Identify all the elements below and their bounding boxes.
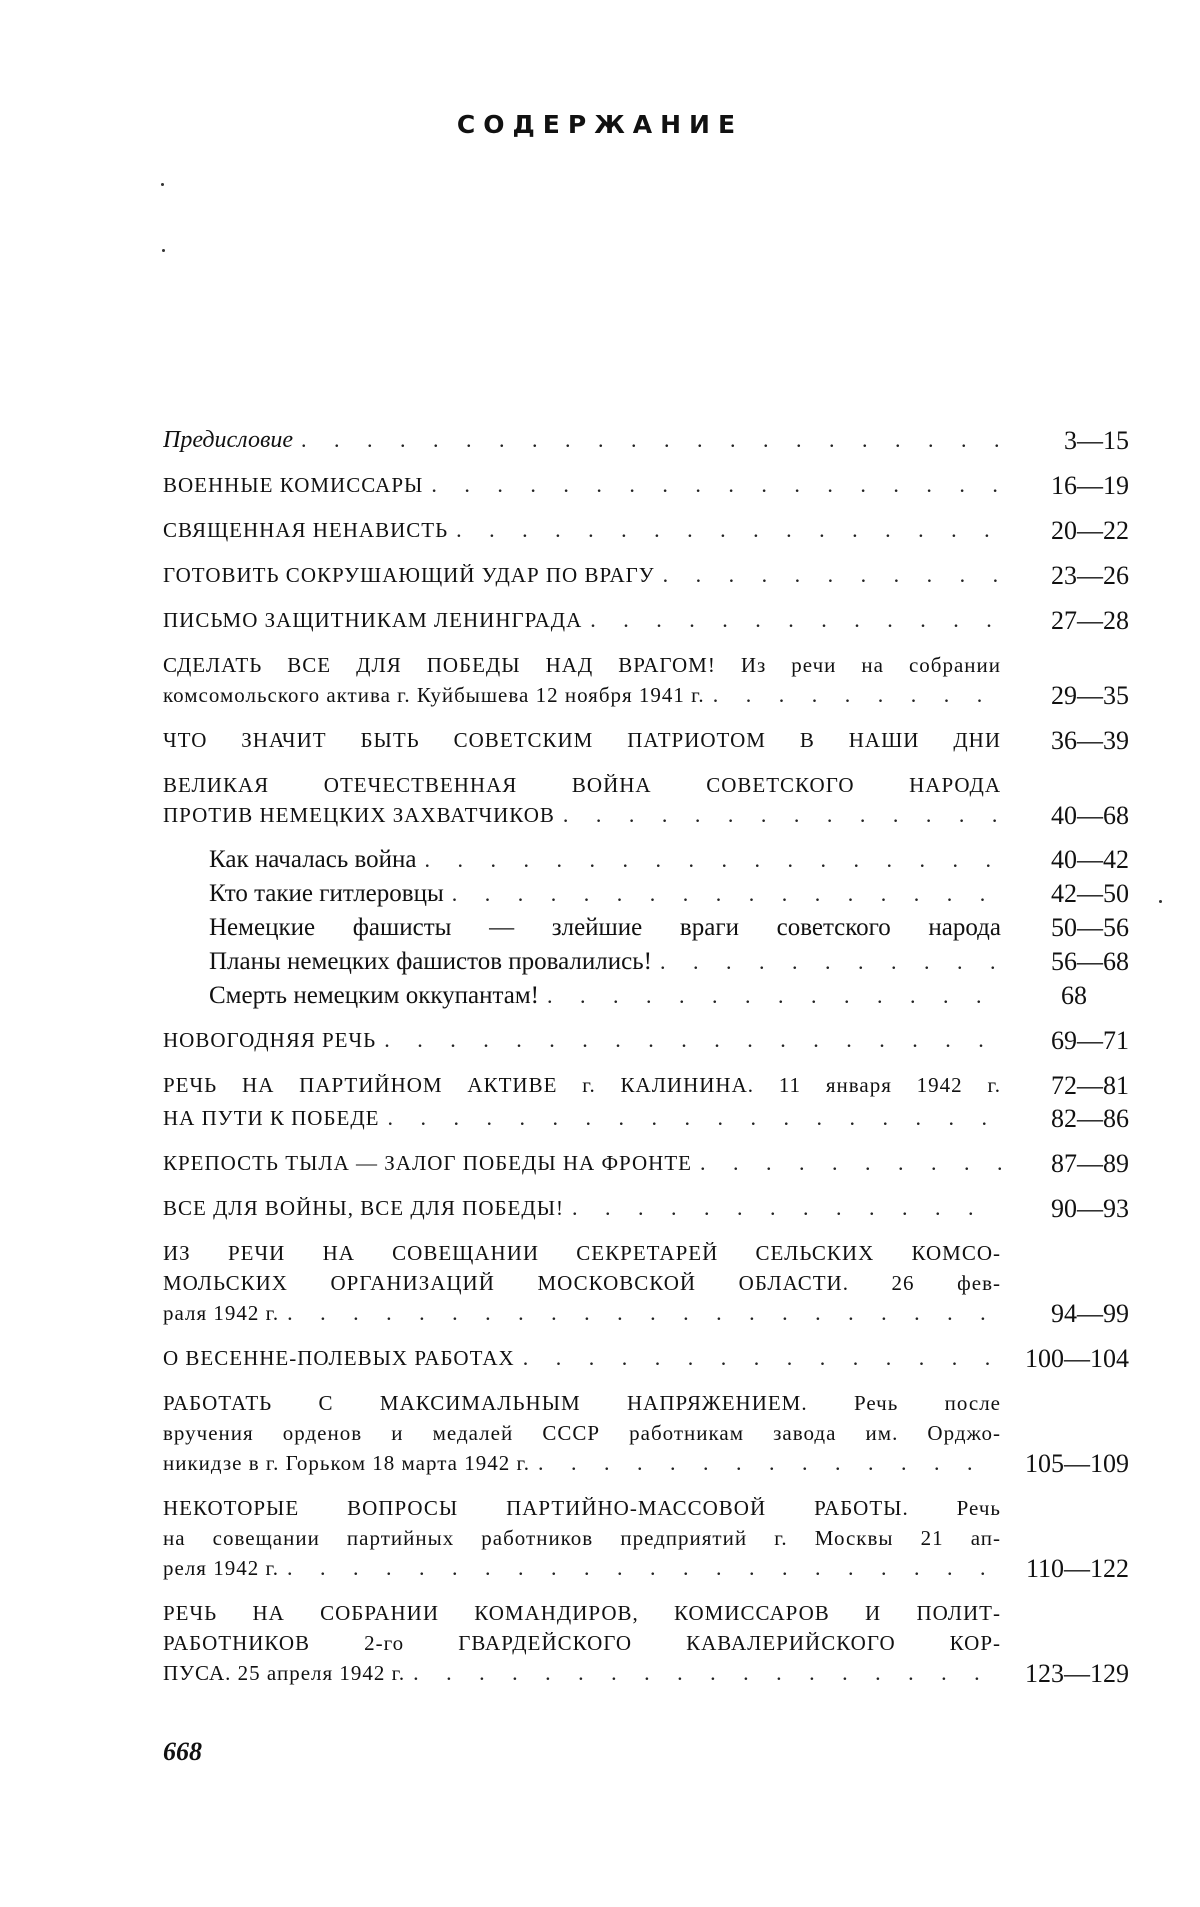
toc-entry-title <box>209 913 1001 942</box>
toc-entry[interactable] <box>163 470 1129 500</box>
toc-page-range: 50—56 <box>1051 913 1129 942</box>
toc-entry-line <box>163 1268 1001 1298</box>
toc-entry-text: РАБОТНИКОВ 2-го ГВАРДЕЙСКОГО КАВАЛЕРИЙСКОГО КОР- <box>163 1631 1001 1655</box>
toc-page-range: 90—93 <box>1051 1194 1129 1223</box>
leader-dots <box>582 605 1001 634</box>
toc-entry-text: СДЕЛАТЬ ВСЕ ДЛЯ ПОБЕДЫ НАД ВРАГОМ! Из речи на собрании <box>163 653 1001 677</box>
toc-entry-text: раля 1942 г. <box>163 1301 280 1325</box>
toc-entry[interactable] <box>163 770 1129 830</box>
toc-entry-text: Планы немецких фашистов провалились! <box>209 948 652 975</box>
toc-entry-line <box>163 515 1001 545</box>
toc-page-range: 94—99 <box>1051 1299 1129 1328</box>
toc-page-range: 56—68 <box>1051 947 1129 976</box>
toc-entry-text: Немецкие фашисты — злейшие враги советского народа <box>209 914 1001 941</box>
toc-entry-title <box>209 981 1001 1010</box>
leader-dots <box>376 1025 1001 1054</box>
toc-entry-line <box>163 1238 1001 1268</box>
toc-entry-line <box>163 1148 1001 1178</box>
toc-entry-text: О ВЕСЕННЕ-ПОЛЕВЫХ РАБОТАХ <box>163 1346 515 1370</box>
toc-entry[interactable] <box>163 650 1129 710</box>
toc-entry-text: ИЗ РЕЧИ НА СОВЕЩАНИИ СЕКРЕТАРЕЙ СЕЛЬСКИХ КОМСО- <box>163 1241 1001 1265</box>
toc-entry-line <box>163 725 1001 755</box>
toc-entry-text: вручения орденов и медалей СССР работникам завода им. Орджо- <box>163 1421 1001 1445</box>
table-of-contents <box>163 425 1129 1703</box>
toc-entry-line <box>163 560 1001 590</box>
toc-page-range: 36—39 <box>1051 726 1129 755</box>
toc-entry-text: ЧТО ЗНАЧИТ БЫТЬ СОВЕТСКИМ ПАТРИОТОМ В НАШИ ДНИ <box>163 728 1001 752</box>
toc-entry-line <box>163 470 1001 500</box>
leader-dots <box>564 1193 1001 1222</box>
toc-entry-title <box>209 879 1001 908</box>
leader-dots <box>405 1658 1001 1687</box>
toc-entry-text: реля 1942 г. <box>163 1556 279 1580</box>
toc-entry-title <box>163 1103 1001 1133</box>
toc-entry[interactable] <box>163 1148 1129 1178</box>
toc-page-range: 110—122 <box>1025 1554 1129 1583</box>
print-speck <box>161 183 164 186</box>
toc-entry-text: ВСЕ ДЛЯ ВОЙНЫ, ВСЕ ДЛЯ ПОБЕДЫ! <box>163 1196 564 1220</box>
toc-page-range: 68 <box>1061 981 1087 1010</box>
leader-dots <box>555 800 1001 829</box>
toc-entry-title <box>163 470 1001 500</box>
toc-entry[interactable] <box>163 1238 1129 1328</box>
toc-entry[interactable] <box>163 1388 1129 1478</box>
toc-entry[interactable] <box>163 560 1129 590</box>
toc-entry-text: Кто такие гитлеровцы <box>209 880 444 907</box>
toc-entry-line <box>163 1523 1001 1553</box>
toc-entry-title <box>163 1193 1001 1223</box>
toc-entry[interactable] <box>163 1343 1129 1373</box>
toc-entry-line <box>163 1658 1001 1688</box>
toc-page-range: 42—50 <box>1051 879 1129 908</box>
toc-entry-text: НОВОГОДНЯЯ РЕЧЬ <box>163 1028 377 1052</box>
toc-entry-title <box>163 650 1001 710</box>
toc-entry-text: СВЯЩЕННАЯ НЕНАВИСТЬ <box>163 518 449 542</box>
toc-entry-line <box>163 425 1001 455</box>
toc-entry-text: ГОТОВИТЬ СОКРУШАЮЩИЙ УДАР ПО ВРАГУ <box>163 563 655 587</box>
toc-entry-title <box>163 1343 1001 1373</box>
toc-entry[interactable] <box>163 1070 1129 1100</box>
toc-entry-title <box>163 560 1001 590</box>
print-speck <box>1159 900 1162 903</box>
toc-subentry[interactable] <box>209 947 1129 976</box>
leader-dots <box>423 470 1001 499</box>
toc-entry[interactable] <box>163 1103 1129 1133</box>
leader-dots <box>279 1298 1001 1327</box>
leader-dots <box>652 947 1001 976</box>
toc-entry-text: РАБОТАТЬ С МАКСИМАЛЬНЫМ НАПРЯЖЕНИЕМ. Речь после <box>163 1391 1001 1415</box>
toc-entry-title <box>163 515 1001 545</box>
toc-subentry[interactable] <box>209 879 1129 908</box>
toc-entry-line <box>163 1070 1001 1100</box>
toc-entry-line <box>209 981 1001 1010</box>
toc-entry-text: ПРОТИВ НЕМЕЦКИХ ЗАХВАТЧИКОВ <box>163 803 555 827</box>
toc-entry-text: на совещании партийных работников предприятий г. Москвы 21 ап- <box>163 1526 1001 1550</box>
toc-page-range: 23—26 <box>1051 561 1129 590</box>
toc-entry-line <box>163 1103 1001 1133</box>
toc-entry[interactable] <box>163 605 1129 635</box>
leader-dots <box>444 879 1001 908</box>
toc-entry-line <box>163 1493 1001 1523</box>
leader-dots <box>539 981 1001 1010</box>
toc-page-range: 82—86 <box>1051 1104 1129 1133</box>
leader-dots <box>448 515 1001 544</box>
toc-entry-title <box>163 1388 1001 1478</box>
leader-dots <box>279 1553 1001 1582</box>
toc-page-range: 72—81 <box>1051 1071 1129 1100</box>
toc-entry-line <box>163 1448 1001 1478</box>
toc-entry-line <box>163 1343 1001 1373</box>
toc-entry-text: РЕЧЬ НА ПАРТИЙНОМ АКТИВЕ г. КАЛИНИНА. 11 января 1942 г. <box>163 1073 1001 1097</box>
toc-subentry[interactable] <box>209 845 1129 874</box>
leader-dots <box>705 680 1001 709</box>
toc-entry-text: ВОЕННЫЕ КОМИССАРЫ <box>163 473 424 497</box>
toc-entry-line <box>163 770 1001 800</box>
toc-entry[interactable] <box>163 515 1129 545</box>
toc-page-range: 100—104 <box>1025 1344 1129 1373</box>
toc-entry[interactable] <box>163 425 1129 455</box>
toc-page-range: 40—68 <box>1051 801 1129 830</box>
toc-entry-line <box>163 1628 1001 1658</box>
toc-entry-title <box>163 1493 1001 1583</box>
leader-dots <box>379 1103 1001 1132</box>
toc-entry-title <box>163 770 1001 830</box>
toc-page-range: 20—22 <box>1051 516 1129 545</box>
toc-entry[interactable] <box>163 1193 1129 1223</box>
toc-entry-line <box>209 913 1001 942</box>
toc-entry-line <box>163 650 1001 680</box>
toc-entry-text: РЕЧЬ НА СОБРАНИИ КОМАНДИРОВ, КОМИССАРОВ И ПОЛИТ- <box>163 1601 1001 1625</box>
toc-subentry[interactable] <box>209 913 1129 942</box>
toc-entry[interactable] <box>163 1598 1129 1688</box>
leader-dots <box>530 1448 1001 1477</box>
toc-entry-line <box>163 680 1001 710</box>
leader-dots <box>417 845 1001 874</box>
toc-page-range: 123—129 <box>1025 1659 1129 1688</box>
toc-entry-title <box>209 947 1001 976</box>
toc-entry-line <box>163 1025 1001 1055</box>
toc-entry[interactable] <box>163 1025 1129 1055</box>
toc-entry-text: КРЕПОСТЬ ТЫЛА — ЗАЛОГ ПОБЕДЫ НА ФРОНТЕ <box>163 1151 692 1175</box>
toc-entry-line <box>163 1598 1001 1628</box>
page-number: 668 <box>163 1737 202 1766</box>
toc-entry-title <box>163 1238 1001 1328</box>
toc-entry-title <box>163 1070 1001 1100</box>
toc-entry-text: НЕКОТОРЫЕ ВОПРОСЫ ПАРТИЙНО-МАССОВОЙ РАБОТЫ. Речь <box>163 1496 1001 1520</box>
toc-entry-line <box>163 1388 1001 1418</box>
toc-entry-text: ПУСА. 25 апреля 1942 г. <box>163 1661 406 1685</box>
toc-page-range: 3—15 <box>1064 426 1129 455</box>
toc-entry-title <box>209 845 1001 874</box>
toc-entry-line <box>209 947 1001 976</box>
toc-page-range: 69—71 <box>1051 1026 1129 1055</box>
toc-entry-line <box>163 1553 1001 1583</box>
toc-entry-text: МОЛЬСКИХ ОРГАНИЗАЦИЙ МОСКОВСКОЙ ОБЛАСТИ. 26 фев- <box>163 1271 1001 1295</box>
leader-dots <box>692 1148 1001 1177</box>
toc-page-range: 105—109 <box>1025 1449 1129 1478</box>
toc-entry-line <box>163 1418 1001 1448</box>
toc-entry-line <box>209 879 1001 908</box>
toc-entry-title <box>163 1148 1001 1178</box>
toc-page-range: 87—89 <box>1051 1149 1129 1178</box>
toc-entry-title <box>163 605 1001 635</box>
toc-subentry[interactable] <box>209 981 1129 1010</box>
toc-page-range: 27—28 <box>1051 606 1129 635</box>
leader-dots <box>515 1343 1001 1372</box>
toc-entry-title <box>163 1598 1001 1688</box>
toc-page-range: 40—42 <box>1051 845 1129 874</box>
toc-page-range: 29—35 <box>1051 681 1129 710</box>
toc-entry-line <box>163 1193 1001 1223</box>
toc-entry-text: Как началась война <box>209 846 417 873</box>
toc-entry-text: никидзе в г. Горьком 18 марта 1942 г. <box>163 1451 530 1475</box>
toc-entry-line <box>209 845 1001 874</box>
toc-entry-text: ВЕЛИКАЯ ОТЕЧЕСТВЕННАЯ ВОЙНА СОВЕТСКОГО НАРОДА <box>163 773 1001 797</box>
toc-entry-text: НА ПУТИ К ПОБЕДЕ <box>163 1106 380 1130</box>
page-title: СОДЕРЖАНИЕ <box>456 110 744 139</box>
toc-entry-line <box>163 605 1001 635</box>
toc-page-range: 16—19 <box>1051 471 1129 500</box>
toc-entry-line <box>163 1298 1001 1328</box>
toc-entry-title <box>163 1025 1001 1055</box>
toc-entry[interactable] <box>163 1493 1129 1583</box>
toc-entry-text: ПИСЬМО ЗАЩИТНИКАМ ЛЕНИНГРАДА <box>163 608 583 632</box>
toc-entry-text: Смерть немецким оккупантам! <box>209 982 539 1009</box>
toc-entry-text: комсомольского актива г. Куйбышева 12 ноября 1941 г. <box>163 683 705 707</box>
toc-entry-title <box>163 725 1001 755</box>
print-speck <box>162 249 165 252</box>
toc-entry-title <box>163 425 1001 455</box>
leader-dots <box>655 560 1001 589</box>
toc-entry[interactable] <box>163 725 1129 755</box>
leader-dots <box>293 425 1001 454</box>
toc-entry-line <box>163 800 1001 830</box>
toc-entry-text: Предисловие <box>163 427 294 453</box>
